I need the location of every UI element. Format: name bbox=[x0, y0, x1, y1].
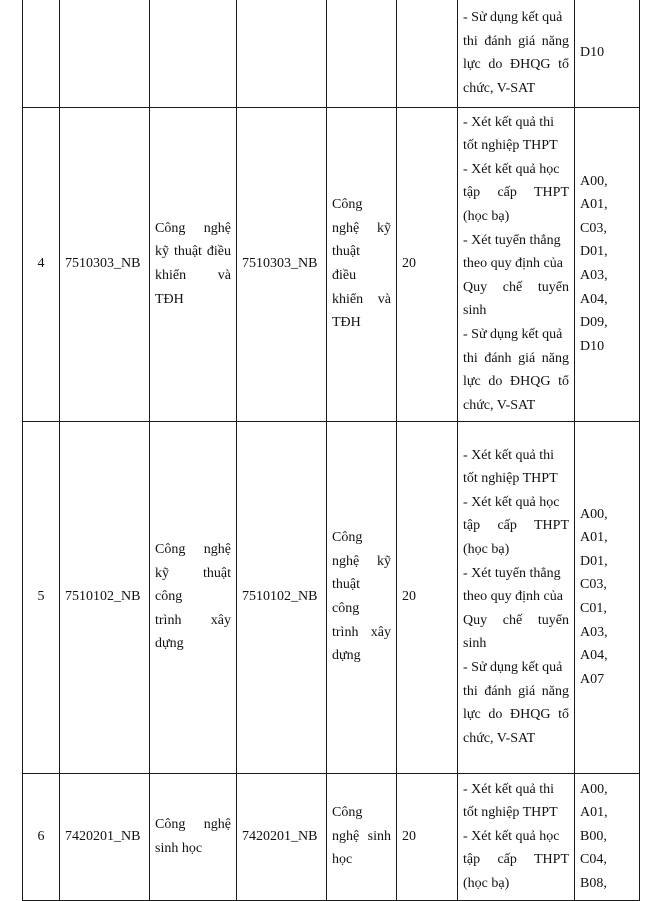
training-code: 7420201_NB bbox=[237, 773, 327, 900]
major-name-line: trình xây bbox=[155, 612, 231, 628]
program-name-line: nghệ kỹ bbox=[332, 553, 391, 569]
subject-combinations-line: C03, bbox=[580, 220, 607, 236]
admission-methods-line: tập cấp THPT bbox=[463, 852, 569, 868]
major-name-line: Công nghệ bbox=[155, 220, 231, 236]
admission-methods-line: - Xét kết quả học bbox=[463, 828, 560, 844]
subject-combinations-line: B08, bbox=[580, 875, 607, 891]
admission-methods-line: thi đánh giá năng bbox=[463, 33, 569, 49]
admission-methods-line: - Xét kết quả thi bbox=[463, 447, 554, 463]
admission-methods-line: Quy chế tuyển bbox=[463, 612, 569, 628]
training-code: 7510102_NB bbox=[237, 421, 327, 773]
major-name-line: khiển và bbox=[155, 268, 231, 283]
subject-combinations-line: A04, bbox=[580, 291, 608, 307]
row-number: 5 bbox=[23, 421, 60, 773]
major-name-line: kỹ thuật điều bbox=[155, 244, 231, 260]
admission-methods bbox=[458, 421, 575, 773]
subject-combinations-line: A01, bbox=[580, 805, 608, 821]
major-name bbox=[150, 773, 237, 900]
subject-combinations-line: D09, bbox=[580, 315, 608, 331]
subject-combinations-line: A00, bbox=[580, 781, 608, 797]
admission-methods-line: - Xét kết quả học bbox=[463, 494, 560, 510]
program-name-line: Công bbox=[332, 805, 363, 821]
training-code: 7510303_NB bbox=[237, 107, 327, 421]
subject-combinations-line: A00, bbox=[580, 173, 608, 189]
program-name-line: học bbox=[332, 852, 353, 868]
program-name bbox=[327, 421, 397, 773]
admission-methods-line: chức, V-SAT bbox=[463, 80, 536, 96]
quota: 20 bbox=[397, 773, 458, 900]
subject-combinations-line: C03, bbox=[580, 577, 607, 593]
major-code: 7510102_NB bbox=[60, 421, 150, 773]
program-name-line: điều bbox=[332, 268, 357, 283]
subject-combinations bbox=[575, 0, 640, 107]
subject-combinations-line: D10 bbox=[580, 338, 605, 354]
subject-combinations-line: A03, bbox=[580, 624, 608, 640]
admission-methods-line: - Sử dụng kết quả bbox=[463, 326, 563, 342]
admission-methods-line: tốt nghiệp THPT bbox=[463, 471, 558, 487]
admission-methods bbox=[458, 107, 575, 421]
subject-combinations bbox=[575, 421, 640, 773]
program-name bbox=[327, 773, 397, 900]
subject-combinations-line: C01, bbox=[580, 601, 607, 616]
major-name-line: kỹ thuật công bbox=[155, 565, 231, 605]
major-name-line: dựng bbox=[155, 636, 184, 652]
admissions-table bbox=[22, 0, 640, 901]
row-number: 4 bbox=[23, 107, 60, 421]
admission-methods-line: (học bạ) bbox=[463, 209, 510, 225]
admission-methods-line: - Xét tuyển thẳng bbox=[463, 232, 561, 248]
admission-methods-line: lực do ĐHQG tổ bbox=[463, 57, 569, 73]
admission-methods-line: chức, V-SAT bbox=[463, 397, 536, 413]
admission-methods bbox=[458, 773, 575, 900]
program-name-line: dựng bbox=[332, 648, 361, 664]
table-row bbox=[23, 0, 640, 107]
admission-methods-line: (học bạ) bbox=[463, 542, 510, 558]
quota: 20 bbox=[397, 421, 458, 773]
subject-combinations-line: A01, bbox=[580, 197, 608, 213]
major-name bbox=[150, 0, 237, 107]
program-name-line: khiển và bbox=[332, 291, 391, 307]
subject-combinations-line: A04, bbox=[580, 648, 608, 664]
admission-methods-line: - Xét kết quả thi bbox=[463, 114, 554, 130]
major-code bbox=[60, 0, 150, 107]
table-body bbox=[23, 0, 640, 900]
program-name-line: nghệ kỹ bbox=[332, 220, 391, 236]
row-number: 6 bbox=[23, 773, 60, 900]
table-row bbox=[23, 773, 640, 900]
major-name-line: TĐH bbox=[155, 291, 184, 307]
major-name bbox=[150, 107, 237, 421]
subject-combinations-line: A00, bbox=[580, 506, 608, 522]
major-code: 7510303_NB bbox=[60, 107, 150, 421]
admission-methods-line: lực do ĐHQG tổ bbox=[463, 707, 569, 723]
subject-combinations-line: A03, bbox=[580, 268, 608, 283]
admission-methods-line: tốt nghiệp THPT bbox=[463, 138, 558, 154]
admission-methods-line: - Xét kết quả thi bbox=[463, 781, 554, 797]
major-name bbox=[150, 421, 237, 773]
program-name-line: trình xây bbox=[332, 624, 391, 640]
admission-methods bbox=[458, 0, 575, 107]
admission-methods-line: tốt nghiệp THPT bbox=[463, 805, 558, 821]
program-name-line: nghệ sinh bbox=[332, 828, 391, 844]
admission-methods-line: thi đánh giá năng bbox=[463, 683, 569, 699]
training-code bbox=[237, 0, 327, 107]
program-name-line: TĐH bbox=[332, 315, 361, 331]
subject-combinations bbox=[575, 107, 640, 421]
subject-combinations-line: D10 bbox=[580, 45, 605, 61]
program-name-line: công bbox=[332, 601, 360, 616]
admission-methods-line: sinh bbox=[463, 636, 487, 652]
admission-methods-line: sinh bbox=[463, 303, 487, 319]
program-name bbox=[327, 0, 397, 107]
subject-combinations bbox=[575, 773, 640, 900]
program-name-line: thuật bbox=[332, 244, 360, 260]
admission-methods-line: - Xét tuyển thẳng bbox=[463, 565, 561, 581]
program-name-line: Công bbox=[332, 530, 363, 546]
admission-methods-line: lực do ĐHQG tổ bbox=[463, 374, 569, 390]
program-name-line: thuật bbox=[332, 577, 360, 593]
subject-combinations-line: D01, bbox=[580, 553, 608, 569]
table-row bbox=[23, 107, 640, 421]
major-name-line: Công nghệ bbox=[155, 542, 231, 558]
major-name-line: Công nghệ bbox=[155, 816, 231, 832]
admission-methods-line: (học bạ) bbox=[463, 875, 510, 891]
admission-methods-line: tập cấp THPT bbox=[463, 185, 569, 201]
admission-methods-line: - Sử dụng kết quả bbox=[463, 10, 563, 26]
major-name-line: sinh học bbox=[155, 840, 203, 856]
subject-combinations-line: A01, bbox=[580, 530, 608, 546]
table-row bbox=[23, 421, 640, 773]
admission-methods-line: Quy chế tuyển bbox=[463, 279, 569, 295]
admission-methods-line: - Sử dụng kết quả bbox=[463, 659, 563, 675]
quota: 20 bbox=[397, 107, 458, 421]
program-name-line: Công bbox=[332, 197, 363, 213]
subject-combinations-line: C04, bbox=[580, 852, 607, 868]
admission-methods-line: thi đánh giá năng bbox=[463, 350, 569, 366]
row-number bbox=[23, 0, 60, 107]
subject-combinations-line: A07 bbox=[580, 671, 605, 687]
major-code: 7420201_NB bbox=[60, 773, 150, 900]
admission-methods-line: tập cấp THPT bbox=[463, 518, 569, 534]
subject-combinations-line: B00, bbox=[580, 828, 607, 844]
admission-methods-line: theo quy định của bbox=[463, 256, 563, 272]
program-name bbox=[327, 107, 397, 421]
quota bbox=[397, 0, 458, 107]
admission-methods-line: - Xét kết quả học bbox=[463, 161, 560, 177]
admission-methods-line: chức, V-SAT bbox=[463, 730, 536, 746]
admission-methods-line: theo quy định của bbox=[463, 589, 563, 605]
subject-combinations-line: D01, bbox=[580, 244, 608, 260]
